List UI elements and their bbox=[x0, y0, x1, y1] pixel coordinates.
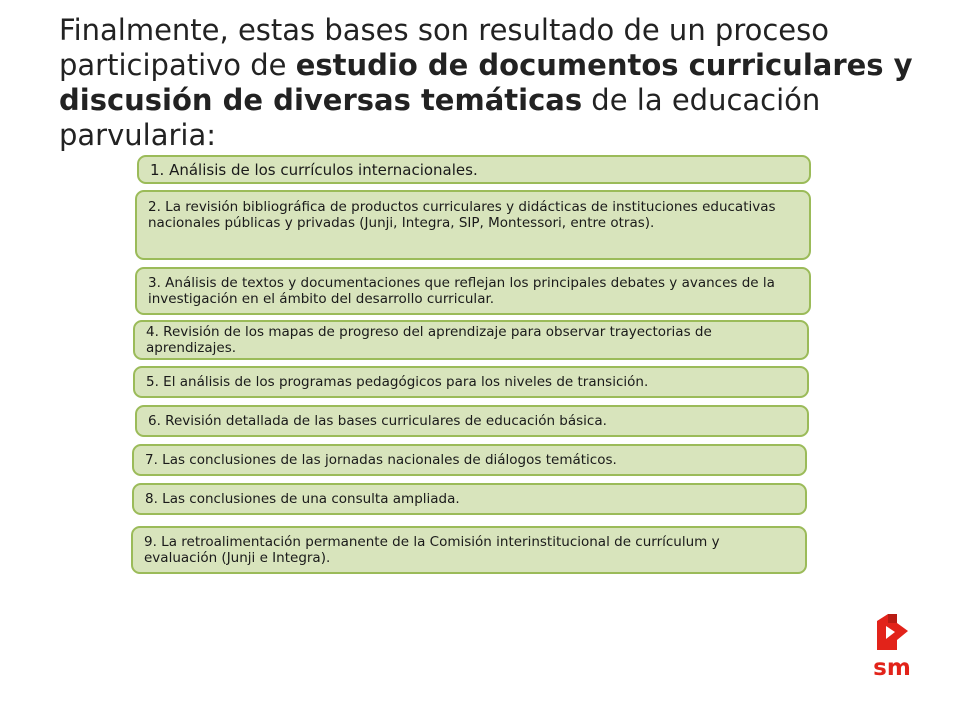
sm-logo-icon bbox=[868, 612, 916, 678]
list-item-6: 6. Revisión detallada de las bases curriculares de educación básica. bbox=[135, 405, 809, 437]
title-bold-text: estudio de documentos curriculares y discusión de diversas temáticas bbox=[59, 48, 913, 117]
list-item-7: 7. Las conclusiones de las jornadas nacionales de diálogos temáticos. bbox=[132, 444, 807, 476]
list-item-4: 4. Revisión de los mapas de progreso del aprendizaje para observar trayectorias de aprendizajes. bbox=[133, 320, 809, 360]
list-item-5: 5. El análisis de los programas pedagógicos para los niveles de transición. bbox=[133, 366, 809, 398]
logo-wordmark: sm bbox=[873, 655, 911, 678]
list-item-3: 3. Análisis de textos y documentaciones que reflejan los principales debates y avances de la investigación en el ámbito del desarrollo curricular. bbox=[135, 267, 811, 315]
list-item-9: 9. La retroalimentación permanente de la Comisión interinstitucional de currículum y evaluación (Junji e Integra). bbox=[131, 526, 807, 574]
title-text-1: Finalmente, estas bases son resultado de un proceso participativo de bbox=[59, 13, 829, 82]
sm-logo bbox=[868, 612, 916, 678]
list-item-1: 1. Análisis de los currículos internacionales. bbox=[137, 155, 811, 184]
title-text-2: de la educación parvularia: bbox=[59, 83, 821, 152]
slide-title bbox=[59, 13, 919, 153]
list-item-2: 2. La revisión bibliográfica de productos curriculares y didácticas de instituciones educativas nacionales públicas y privadas (Junji, Integra, SIP, Montessori, entre otras). bbox=[135, 190, 811, 260]
list-item-8: 8. Las conclusiones de una consulta ampliada. bbox=[132, 483, 807, 515]
